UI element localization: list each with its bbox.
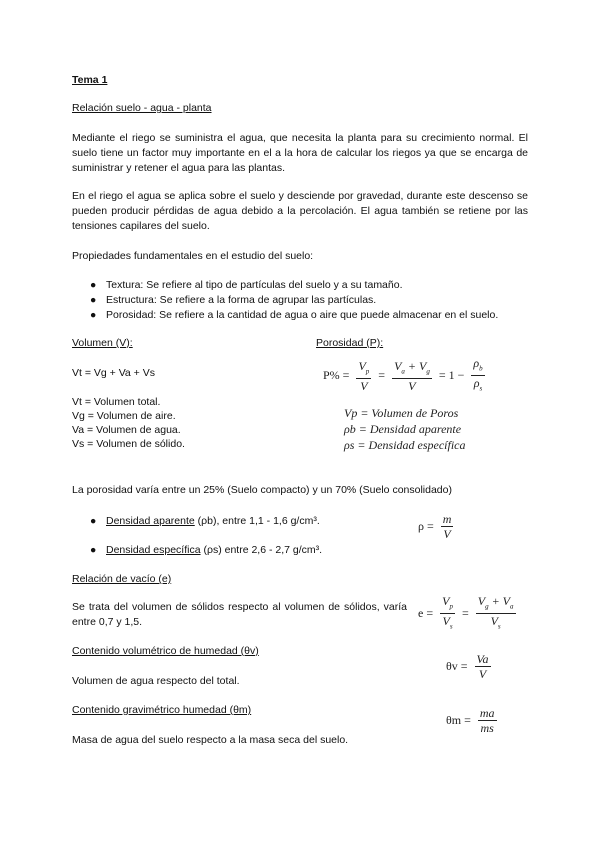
humedad-grav-heading: Contenido gravimétrico humedad (θm) bbox=[72, 704, 252, 716]
section-title: Relación suelo - agua - planta bbox=[72, 102, 212, 114]
humedad-grav-formula: θm = $\frac{ma}{ms}$ bbox=[446, 706, 495, 735]
porosidad-heading: Porosidad (P): bbox=[316, 337, 384, 349]
riego-paragraph: En el riego el agua se aplica sobre el suelo y desciende por gravedad, durante este descenso se pueden producir pérdidas de agua debido a la percolación. El agua también se retiene por las tensiones capilares del suelo. bbox=[72, 190, 528, 232]
vacio-heading: Relación de vacío (e) bbox=[72, 573, 172, 585]
volumen-def: Vs = Volumen de sólido. bbox=[72, 438, 185, 450]
list-item: ● Estructura: Se refiere a la forma de agrupar las partículas. bbox=[90, 294, 377, 306]
humedad-vol-formula: θv = $\frac{Va}{V}$ bbox=[446, 652, 489, 681]
vacio-formula: e = $\frac{V_p}{V_s}$ = $\frac{V_g + V_a}{V_s}$ bbox=[418, 594, 514, 631]
humedad-vol-text: Volumen de agua respecto del total. bbox=[72, 675, 240, 687]
volumen-def: Va = Volumen de agua. bbox=[72, 424, 181, 436]
volumen-heading: Volumen (V): bbox=[72, 337, 133, 349]
porosity-range: La porosidad varía entre un 25% (Suelo compacto) y un 70% (Suelo consolidado) bbox=[72, 484, 452, 496]
volumen-formula: Vt = Vg + Va + Vs bbox=[72, 367, 155, 379]
porosidad-def: ρb = Densidad aparente bbox=[344, 422, 462, 436]
density-formula: ρ = $\frac{m}{V}$ bbox=[418, 512, 452, 541]
list-item: ● Densidad específica (ρs) entre 2,6 - 2,7 g/cm³. bbox=[90, 544, 323, 556]
volumen-def: Vt = Volumen total. bbox=[72, 396, 161, 408]
properties-intro: Propiedades fundamentales en el estudio del suelo: bbox=[72, 250, 314, 262]
page-title: Tema 1 bbox=[72, 74, 108, 86]
volumen-def: Vg = Volumen de aire. bbox=[72, 410, 176, 422]
list-item: ● Porosidad: Se refiere a la cantidad de agua o aire que puede almacenar en el suelo. bbox=[90, 309, 499, 321]
list-item: ● Densidad aparente (ρb), entre 1,1 - 1,6 g/cm³. bbox=[90, 515, 320, 527]
vacio-text: Se trata del volumen de sólidos respecto al volumen de sólidos, varía entre 0,7 y 1,5. bbox=[72, 601, 407, 628]
porosidad-def: Vp = Volumen de Poros bbox=[344, 406, 459, 420]
humedad-vol-heading: Contenido volumétrico de humedad (θv) bbox=[72, 645, 259, 657]
porosidad-formula: P% = $\frac{V_p}{V}$ = $\frac{V_a + V_g}{V}$ = 1 − $\frac{\rho_b}{\rho_s}$ bbox=[323, 356, 483, 394]
humedad-grav-text: Masa de agua del suelo respecto a la masa seca del suelo. bbox=[72, 734, 349, 746]
porosidad-def: ρs = Densidad específica bbox=[344, 438, 466, 452]
list-item: ● Textura: Se refiere al tipo de partículas del suelo y a su tamaño. bbox=[90, 279, 403, 291]
intro-paragraph: Mediante el riego se suministra el agua, que necesita la planta para su crecimiento normal. El suelo tiene un factor muy importante en el a la hora de calcular los riegos ya que se encarga de suministrar y retener el agua para las plantas. bbox=[72, 132, 528, 174]
